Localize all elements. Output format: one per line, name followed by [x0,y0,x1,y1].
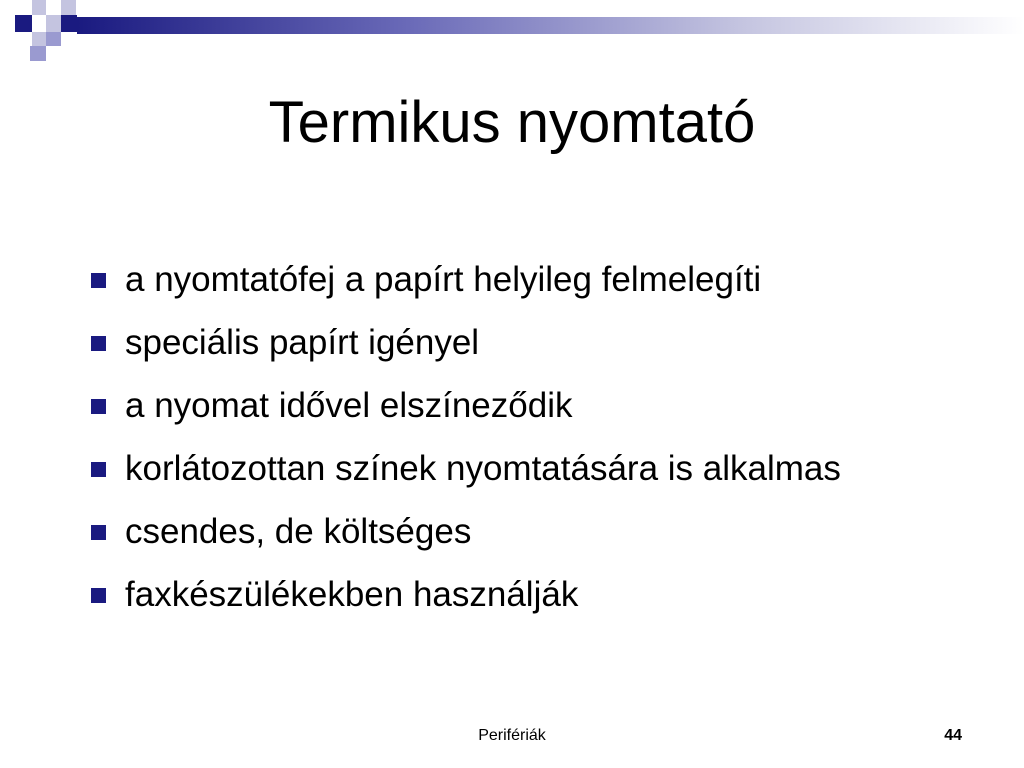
decor-square [32,0,46,15]
square-bullet-icon [91,399,106,414]
bullet-item [88,384,988,427]
decor-square [15,15,32,32]
square-bullet-icon [91,336,106,351]
decor-square [30,46,46,61]
square-bullet-icon [91,273,106,288]
footer-title: Perifériák [478,727,546,744]
bullet-text: speciális papírt igényel [125,323,480,362]
page-number: 44 [944,727,962,744]
decor-square [46,15,61,32]
bullet-item [88,510,988,553]
decor-square [32,32,46,46]
square-bullet-icon [91,462,106,477]
bullet-text: a nyomtatófej a papírt helyileg felmelegíti [125,260,762,299]
square-bullet-icon [91,525,106,540]
bullet-list [88,258,988,636]
slide-title: Termikus nyomtató [268,90,756,155]
header-gradient-bar [77,17,1024,34]
bullet-item [88,573,988,616]
bullet-item [88,258,988,301]
bullet-text: korlátozottan színek nyomtatására is alkalmas [125,449,841,488]
bullet-text: faxkészülékekben használják [125,575,579,614]
decor-square [46,32,61,46]
bullet-item [88,447,885,490]
bullet-item [88,321,988,364]
decor-square [61,15,77,32]
decor-square [61,0,76,15]
bullet-text: a nyomat idővel elszíneződik [125,386,573,425]
square-bullet-icon [91,588,106,603]
bullet-text: csendes, de költséges [125,512,472,551]
